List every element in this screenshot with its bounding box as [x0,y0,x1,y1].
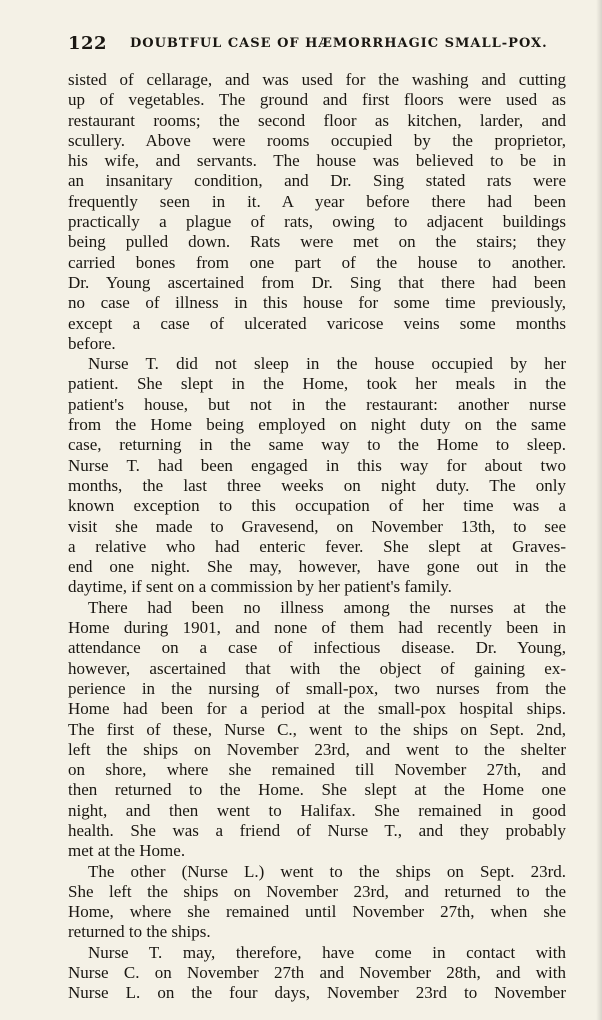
text-line: Home had been for a period at the small-pox hospital ships. [68,699,566,719]
text-line: being pulled down. Rats were met on the stairs; they [68,232,566,252]
running-head [68,33,568,55]
text-line: practically a plague of rats, owing to adjacent buildings [68,212,566,232]
text-line: patient's house, but not in the restaurant: another nurse [68,394,566,414]
text-line: months, the last three weeks on night duty. The only [68,475,566,495]
text-line: however, ascertained that with the object of gaining ex- [68,658,566,678]
text-line: up of vegetables. The ground and first floors were used as [68,90,566,110]
text-line: Dr. Young ascertained from Dr. Sing that there had been [68,272,566,292]
body-text [68,70,566,1004]
text-line: known exception to this occupation of her time was a [68,496,566,516]
text-line: his wife, and servants. The house was believed to be in [68,151,566,171]
text-line: sisted of cellarage, and was used for the washing and cutting [68,70,566,89]
text-line: restaurant rooms; the second floor as kitchen, larder, and [68,110,566,130]
text-line: The first of these, Nurse C., went to the ships on Sept. 2nd, [68,719,566,739]
text-line: left the ships on November 23rd, and went to the shelter [68,739,566,759]
text-line: Nurse T. had been engaged in this way for about two [68,455,566,475]
text-line: attendance on a case of infectious disease. Dr. Young, [68,638,566,658]
text-line: patient. She slept in the Home, took her meals in the [68,374,566,394]
text-line: met at the Home. [68,841,186,861]
text-line: before. [68,333,116,353]
text-line: frequently seen in it. A year before there had been [68,191,566,211]
text-line: daytime, if sent on a commission by her patient's family. [68,577,452,597]
text-line: Nurse T. may, therefore, have come in contact with [88,942,566,962]
text-line: a relative who had enteric fever. She slept at Graves- [68,536,566,556]
page-number: 122 [68,33,108,54]
running-title: DOUBTFUL CASE OF HÆMORRHAGIC SMALL-POX. [130,36,548,51]
text-line: no case of illness in this house for some time previously, [68,293,566,313]
text-line: from the Home being employed on night duty on the same [68,415,566,435]
text-line: health. She was a friend of Nurse T., and they probably [68,820,566,840]
text-line: case, returning in the same way to the Home to sleep. [68,435,566,455]
text-line: Nurse L. on the four days, November 23rd to November [68,983,566,1003]
text-line: Nurse T. did not sleep in the house occupied by her [88,354,566,374]
text-line: end one night. She may, however, have gone out in the [68,557,566,577]
text-line: Home during 1901, and none of them had recently been in [68,618,566,638]
text-line: There had been no illness among the nurses at the [88,597,566,617]
text-line: except a case of ulcerated varicose veins some months [68,313,566,333]
text-line: She left the ships on November 23rd, and returned to the [68,881,566,901]
text-line: an insanitary condition, and Dr. Sing stated rats were [68,171,566,191]
text-line: visit she made to Gravesend, on November 13th, to see [68,516,566,536]
text-line: returned to the ships. [68,922,211,942]
text-line: perience in the nursing of small-pox, two nurses from the [68,678,566,698]
text-line: scullery. Above were rooms occupied by the proprietor, [68,130,566,150]
text-line: on shore, where she remained till November 27th, and [68,760,566,780]
text-line: Home, where she remained until November 27th, when she [68,902,566,922]
text-line: The other (Nurse L.) went to the ships on Sept. 23rd. [88,861,566,881]
text-line: Nurse C. on November 27th and November 28th, and with [68,963,566,983]
text-line: carried bones from one part of the house to another. [68,252,566,272]
text-line: night, and then went to Halifax. She remained in good [68,800,566,820]
page-edge-shadow [596,0,602,1020]
text-line: then returned to the Home. She slept at the Home one [68,780,566,800]
